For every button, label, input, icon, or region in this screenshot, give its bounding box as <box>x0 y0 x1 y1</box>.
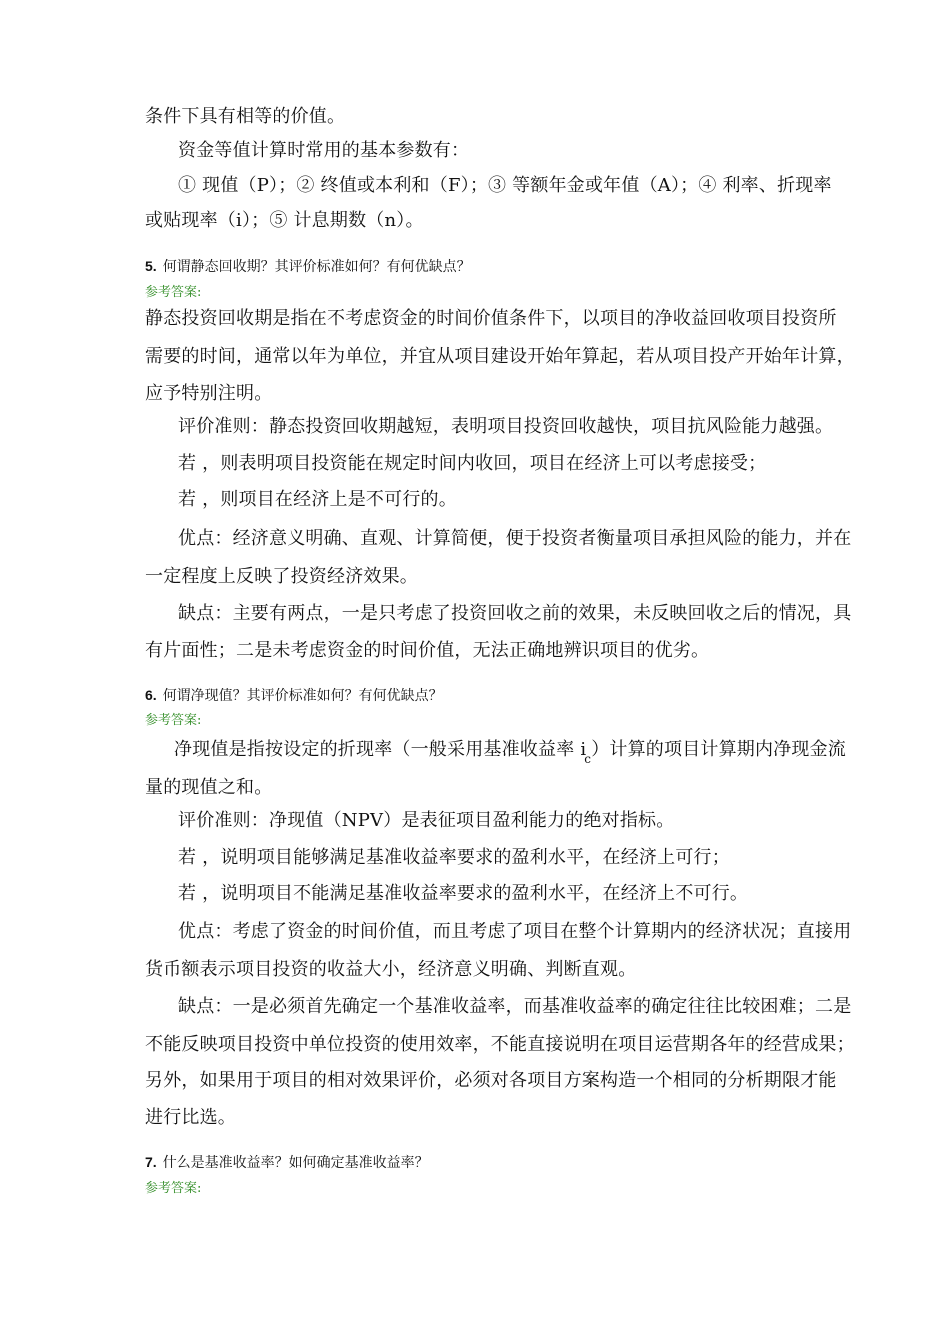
text-line <box>174 737 846 764</box>
text-line: 资金等值计算时常用的基本参数有： <box>178 140 470 161</box>
text-segment: 净现值是指按设定的折现率（一般采用基准收益率 i <box>174 739 587 760</box>
question-number: 6. <box>145 687 157 703</box>
subscript: c <box>584 752 592 766</box>
text-line: 需要的时间，通常以年为单位，并宜从项目建设开始年算起，若从项目投产开始年计算， <box>145 346 855 367</box>
text-line: 一定程度上反映了投资经济效果。 <box>145 566 418 587</box>
question-6-heading <box>145 685 443 706</box>
text-line: 若 ，则表明项目投资能在规定时间内收回，项目在经济上可以考虑接受； <box>178 453 767 474</box>
text-line: 优点：考虑了资金的时间价值，而且考虑了项目在整个计算期内的经济状况；直接用 <box>178 921 852 942</box>
text-line: 有片面性；二是未考虑资金的时间价值，无法正确地辨识项目的优劣。 <box>145 640 710 661</box>
question-7-heading <box>145 1152 429 1173</box>
text-line: 进行比选。 <box>145 1107 236 1128</box>
text-line: 评价准则：静态投资回收期越短，表明项目投资回收越快，项目抗风险能力越强。 <box>178 416 834 437</box>
text-line: ① 现值（P）；② 终值或本利和（F）；③ 等额年金或年值（A）；④ 利率、折现率 <box>178 175 832 196</box>
answer-label: 参考答案: <box>145 713 202 728</box>
text-line: 优点：经济意义明确、直观、计算简便，便于投资者衡量项目承担风险的能力，并在 <box>178 528 852 549</box>
question-text: 什么是基准收益率？如何确定基准收益率？ <box>162 1155 429 1171</box>
text-line: 缺点：一是必须首先确定一个基准收益率，而基准收益率的确定往往比较困难；二是 <box>178 996 852 1017</box>
question-text: 何谓净现值？其评价标准如何？有何优缺点？ <box>162 688 443 704</box>
text-line: 评价准则：净现值（NPV）是表征项目盈利能力的绝对指标。 <box>178 810 675 831</box>
text-line: 货币额表示项目投资的收益大小，经济意义明确、判断直观。 <box>145 959 637 980</box>
question-5-heading <box>145 256 471 277</box>
question-number: 7. <box>145 1154 157 1170</box>
question-text: 何谓静态回收期？其评价标准如何？有何优缺点？ <box>162 259 471 275</box>
text-line: 另外，如果用于项目的相对效果评价，必须对各项目方案构造一个相同的分析期限才能 <box>145 1070 837 1091</box>
text-line: 缺点：主要有两点，一是只考虑了投资回收之前的效果，未反映回收之后的情况，具 <box>178 603 852 624</box>
text-segment: ）计算的项目计算期内净现金流 <box>591 739 847 760</box>
text-line: 或贴现率（i）；⑤ 计息期数（n）。 <box>145 210 424 231</box>
text-line: 若 ，说明项目能够满足基准收益率要求的盈利水平，在经济上可行； <box>178 847 730 868</box>
text-line: 条件下具有相等的价值。 <box>145 106 346 127</box>
answer-label: 参考答案: <box>145 1181 202 1196</box>
text-line: 若 ，说明项目不能满足基准收益率要求的盈利水平，在经济上不可行。 <box>178 883 749 904</box>
text-line: 量的现值之和。 <box>145 777 273 798</box>
text-line: 应予特别注明。 <box>145 383 273 404</box>
question-number: 5. <box>145 258 157 274</box>
text-line: 静态投资回收期是指在不考虑资金的时间价值条件下，以项目的净收益回收项目投资所 <box>145 308 837 329</box>
text-line: 若 ，则项目在经济上是不可行的。 <box>178 489 457 510</box>
answer-label: 参考答案: <box>145 285 202 300</box>
text-line: 不能反映项目投资中单位投资的使用效率，不能直接说明在项目运营期各年的经营成果； <box>145 1034 855 1055</box>
